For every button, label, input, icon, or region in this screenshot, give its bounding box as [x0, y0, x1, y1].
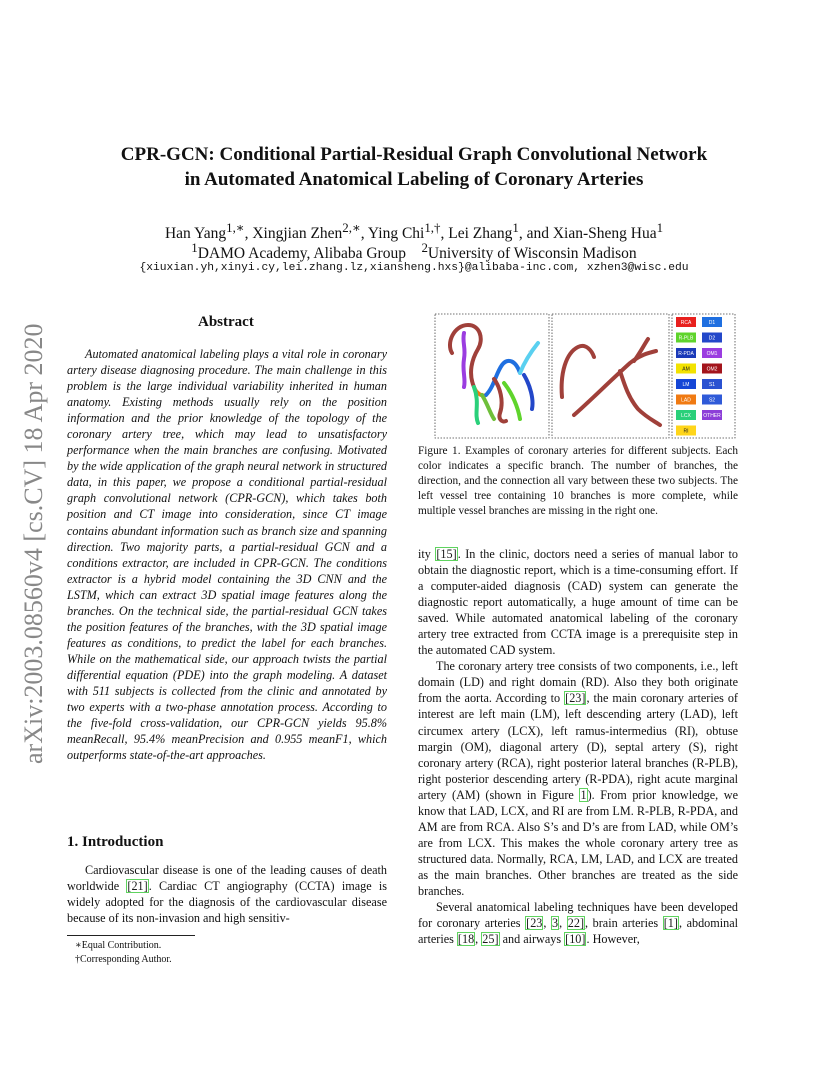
text-run: , — [559, 916, 567, 931]
affiliation-mark: 2 — [421, 240, 428, 255]
affiliation-mark: 1 — [191, 240, 198, 255]
abstract-text: Automated anatomical labeling plays a vital role in coronary artery disease diagnosing procedure. The main challenge in this problem is the large individual variability inherited in human anatomy. Existing methods usually rely on the position information and the prior knowledge of the topology of the coronary artery tree, which may lead to unsatisfactory performance when the main branches are confusing. Motivated by the wide application of the graph neural network in structured data, in this paper, we propose a conditional partial-residual graph convolutional network (CPR-GCN), which takes both position and CT image into consideration, since CT image contains abundant information such as branch size and spanning direction. Two majority parts, a partial-residual GCN and a conditions extractor, are included in CPR-GCN. The conditions extractor is a hybrid model containing the 3D CNN and the LSTM, which can extract 3D spatial image features along the branches. On the technical side, the partial-residual GCN takes the position features of the branches, with the 3D spatial image features as conditions, to predict the label for each branches. While on the mathematical side, our approach twists the partial differential equation (PDE) into the graph modeling. A dataset with 511 subjects is collected from the clinic and annotated by two experts with a two-phase annotation process. According to the five-fold cross-validation, our CPR-GCN yields 95.8% meanRecall, 95.4% meanPrecision and 0.955 meanF1, which outperforms state-of-the-art approaches. — [67, 347, 387, 763]
paper-title — [60, 142, 768, 192]
legend-item-ri — [676, 426, 696, 436]
legend-label: OTHER — [703, 413, 721, 419]
vessel-branch — [482, 395, 494, 419]
paragraph — [418, 658, 738, 899]
title-line-1: CPR-GCN: Conditional Partial-Residual Graph Convolutional Network — [120, 144, 708, 165]
text-run: . In the clinic, doctors need a series of manual labor to obtain the diagnostic report, which is a time-consuming effort. If a computer-aided diagnosis (CAD) system can generate the diagnostic report automatically, a huge amount of time can be saved. While automated anatomical labeling of the coronary artery tree extracted from CCTA image is a prerequisite step in the automated CAD system. — [418, 547, 738, 658]
legend-item-r-pda — [676, 348, 696, 358]
legend-item-d2 — [702, 333, 722, 343]
affiliation-2: University of Wisconsin Madison — [427, 245, 637, 263]
arxiv-identifier — [12, 286, 52, 766]
vessel-branch — [562, 346, 594, 397]
text-run: and airways — [499, 932, 565, 947]
legend-item-r-plb — [676, 333, 696, 343]
author-name: , and Xian-Sheng Hua — [518, 225, 657, 243]
author-affiliation-mark: 1,∗ — [226, 220, 245, 235]
vessel-branch — [504, 383, 520, 419]
arxiv-identifier-text: arXiv:2003.08560v4 [cs.CV] 18 Apr 2020 — [19, 323, 48, 764]
abstract-heading: Abstract — [198, 314, 254, 330]
legend-label: LM — [682, 382, 690, 388]
citation-link[interactable]: [21] — [127, 879, 148, 894]
vessel-branch — [463, 333, 464, 387]
citation-link[interactable]: [18 — [457, 932, 475, 947]
right-vessel-tree — [562, 339, 660, 425]
author-affiliation-mark: 1 — [656, 220, 664, 235]
legend-item-s2 — [702, 395, 722, 405]
text-run: , brain arteries — [585, 916, 663, 931]
vessel-branch — [524, 375, 533, 409]
legend-label: S2 — [708, 397, 716, 404]
paragraph — [418, 546, 738, 658]
affiliations — [60, 238, 768, 264]
legend-label: RI — [683, 428, 689, 435]
text-run: Several anatomical labeling techniques have been developed for coronary arteries — [418, 900, 738, 931]
text-run: , abdominal arteries — [418, 916, 739, 947]
footnote-corresponding-author: †Corresponding Author. — [75, 954, 172, 965]
vessel-branch — [620, 371, 660, 425]
legend-item-other — [702, 410, 722, 420]
legend-item-rca — [676, 317, 696, 327]
citation-link[interactable]: [15] — [436, 547, 457, 561]
author-affiliation-mark: 2,∗ — [342, 220, 361, 235]
title-line-2: in Automated Anatomical Labeling of Coronary Arteries — [184, 169, 644, 190]
legend-item-lad — [676, 395, 696, 405]
text-run: . Cardiac CT angiography (CCTA) image is widely adopted for the diagnosis of the cardiovascular disease because of its non-invasion and high sensitiv- — [67, 879, 387, 926]
author-name: Han Yang — [164, 225, 227, 243]
author-name: , Xingjian Zhen — [244, 225, 343, 243]
text-run: , the main coronary arteries of interest are left main (LM), left descending artery (LAD), left circumex artery (LCX), left ramus-intermedius (RI), obtuse margin (OM), diagonal artery (D), septal artery (S), right coronary artery (RCA), right posterior lateral branches (R-PLB), right posterior descending artery (R-PDA), right acute marginal artery (AM) (shown in Figure — [418, 691, 738, 802]
citation-link[interactable]: 22] — [567, 916, 585, 931]
legend-label: RCA — [680, 320, 692, 326]
legend-label: OM1 — [706, 351, 718, 357]
legend-label: D2 — [708, 335, 716, 342]
text-run: Cardiovascular disease is one of the leading causes of death worldwide — [67, 863, 387, 894]
text-run: ity — [418, 547, 436, 561]
legend-item-d1 — [702, 317, 722, 327]
figure-reference-link[interactable]: 1 — [580, 787, 587, 802]
citation-link[interactable]: [10] — [565, 932, 586, 947]
figure-1-caption: Figure 1. Examples of coronary arteries for different subjects. Each color indicates a specific branch. The number of branches, the direction, and the connection all vary between these two subjects. The left vessel tree containing 10 branches is more complete, while multiple vessel branches are missing in the right one. — [418, 445, 738, 517]
legend-label: AM — [682, 366, 690, 373]
text-run: ). From prior knowledge, we know that LAD, LCX, and RI are from LM. R-PLB, R-PDA, and AM are from RCA. Also S’s and D’s are from LAD, while OM’s are from LCX. This makes the whole coronary artery tree as structured data. Normally, RCA, LM, LAD, and LCX are treated as the main branches. Other branches are treated as the side branches. — [418, 787, 738, 898]
author-affiliation-mark: 1 — [512, 220, 519, 235]
introduction-heading: 1. Introduction — [67, 834, 164, 850]
legend-item-am — [676, 364, 696, 374]
legend-item-lcx — [676, 410, 696, 420]
footnote-divider — [67, 935, 195, 936]
vessel-branch — [520, 343, 538, 373]
legend-label: R-PLB — [678, 335, 694, 342]
legend-label: LCX — [681, 413, 691, 419]
text-run: The coronary artery tree consists of two components, i.e., left domain (LD) and right domain (RD). Also they both originate from the aorta. According to — [418, 659, 738, 706]
author-affiliation-mark: 1,† — [424, 220, 441, 235]
legend-label: S1 — [708, 382, 716, 388]
footnote-equal-contribution: ∗Equal Contribution. — [75, 940, 162, 951]
legend-label: D1 — [708, 320, 716, 326]
introduction-paragraph — [67, 862, 387, 926]
legend-item-s1 — [702, 379, 722, 389]
text-run: . However, — [586, 932, 640, 947]
legend-item-om1 — [702, 348, 722, 358]
citation-link[interactable]: [23] — [565, 691, 586, 706]
vessel-branch — [574, 351, 656, 415]
legend-label: LAD — [681, 397, 691, 404]
legend-item-om2 — [702, 364, 722, 374]
left-vessel-tree — [450, 325, 538, 423]
vessel-branch — [486, 361, 520, 395]
citation-link[interactable]: [1] — [663, 916, 678, 931]
legend-item-lm — [676, 379, 696, 389]
branch-legend — [676, 317, 722, 436]
legend-label: OM2 — [706, 366, 718, 373]
right-column-text — [418, 546, 738, 947]
figure-1-vessel-trees — [434, 313, 736, 439]
author-emails: {xiuxian.yh,xinyi.cy,lei.zhang.lz,xiansheng.hxs}@alibaba-inc.com, xzhen3@wisc.edu — [139, 262, 689, 274]
author-name: , Ying Chi — [360, 225, 425, 243]
text-run: , — [475, 932, 482, 947]
figure-1 — [434, 313, 736, 439]
paragraph — [418, 899, 738, 947]
text-run: , — [543, 916, 552, 931]
author-name: , Lei Zhang — [440, 225, 513, 243]
citation-link[interactable]: 25] — [482, 932, 499, 947]
vessel-branch — [474, 387, 478, 423]
citation-link[interactable]: [23 — [526, 916, 543, 931]
affiliation-1: DAMO Academy, Alibaba Group — [197, 245, 406, 263]
citation-link[interactable]: 3 — [552, 916, 559, 931]
legend-label: R-PDA — [678, 351, 694, 357]
